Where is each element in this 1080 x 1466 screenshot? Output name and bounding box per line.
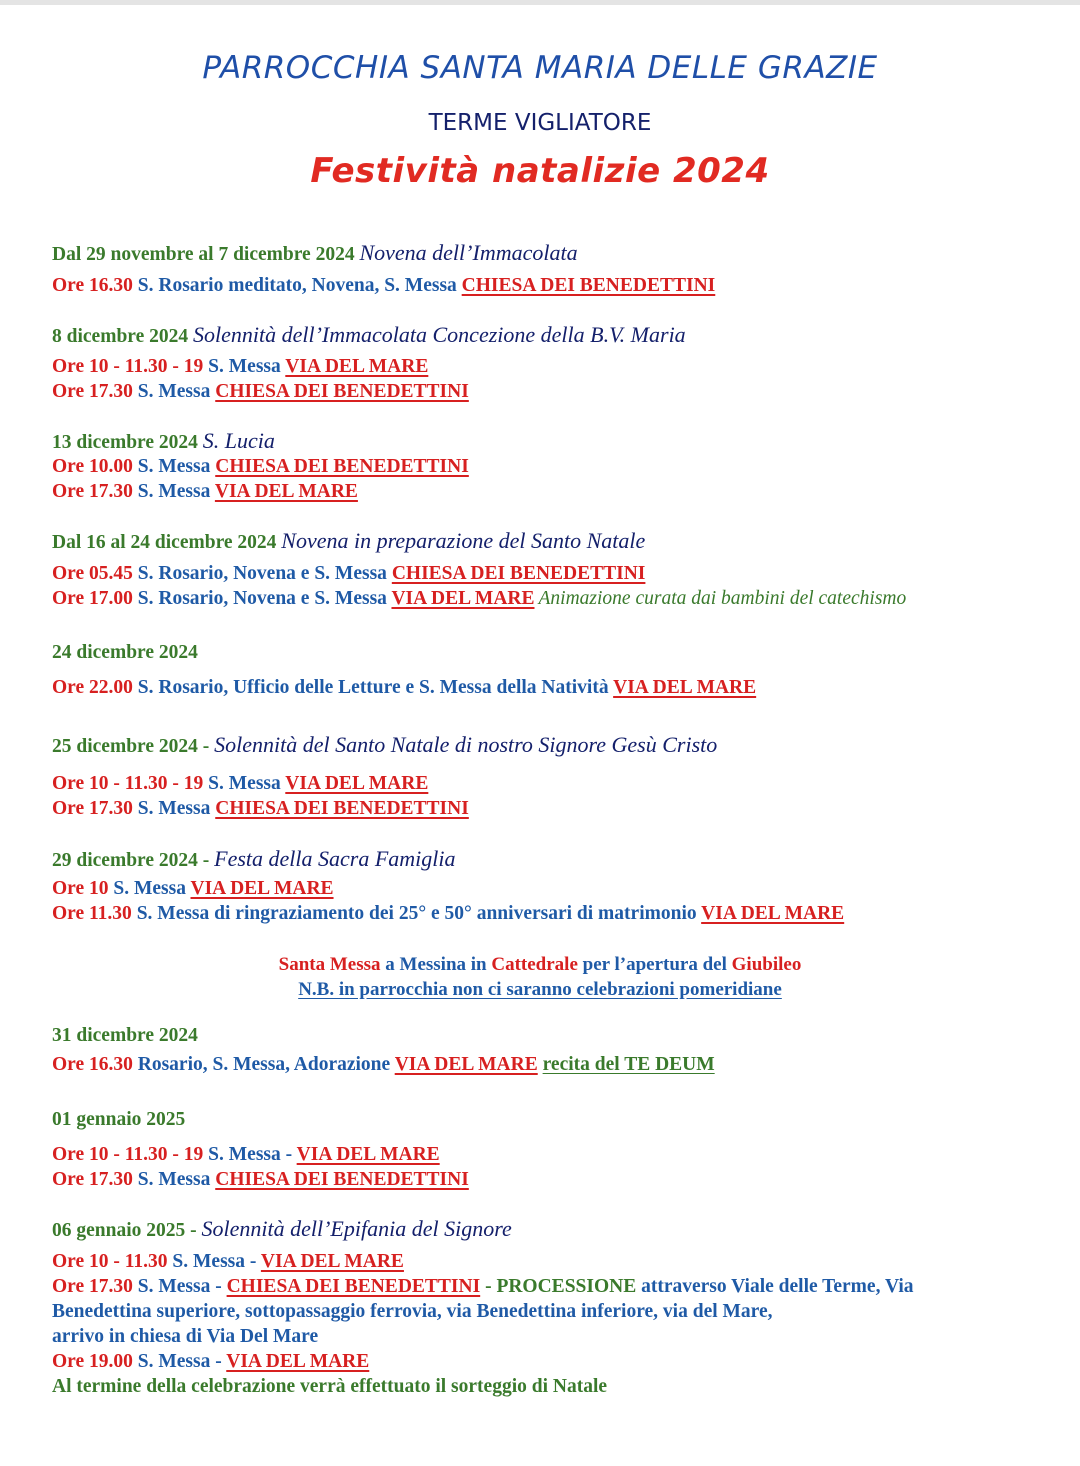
notice-text: a Messina in bbox=[385, 954, 487, 975]
schedule-line bbox=[52, 902, 844, 926]
processione-route: attraverso Viale delle Terme, Via bbox=[641, 1276, 914, 1297]
location-via-del-mare: VIA DEL MARE bbox=[394, 1054, 538, 1075]
event-title: Solennità dell’Immacolata Concezione della B.V. Maria bbox=[193, 322, 686, 347]
time: Ore 19.00 bbox=[52, 1351, 133, 1372]
processione-label: PROCESSIONE bbox=[496, 1276, 637, 1297]
section-date-line bbox=[52, 847, 455, 873]
time: Ore 10.00 bbox=[52, 456, 133, 477]
time: Ore 17.30 bbox=[52, 381, 133, 402]
time: Ore 05.45 bbox=[52, 563, 133, 584]
schedule-line bbox=[52, 1250, 404, 1274]
event-date: 31 dicembre 2024 bbox=[52, 1025, 198, 1046]
schedule-line bbox=[52, 772, 428, 796]
description: S. Messa bbox=[137, 1169, 211, 1190]
notice-nb-line bbox=[0, 978, 1080, 1002]
schedule-line bbox=[52, 797, 469, 821]
description: S. Messa bbox=[137, 798, 211, 819]
location-via-del-mare: VIA DEL MARE bbox=[391, 588, 535, 609]
time: Ore 10 bbox=[52, 878, 109, 899]
processione-line bbox=[52, 1300, 773, 1324]
processione-route: Benedettina superiore, sottopassaggio ferrovia, via Benedettina inferiore, via del Mare, bbox=[52, 1301, 773, 1322]
section-date-line bbox=[52, 241, 578, 267]
schedule-line bbox=[52, 1350, 369, 1374]
location-chiesa: CHIESA DEI BENEDETTINI bbox=[226, 1276, 481, 1297]
notice-santa-messa: Santa Messa bbox=[278, 954, 381, 975]
festivity-title: Festività natalizie 2024 bbox=[310, 151, 770, 191]
processione-line bbox=[52, 1325, 318, 1349]
section-date-line bbox=[52, 1217, 512, 1243]
description: S. Messa - bbox=[137, 1276, 222, 1297]
schedule-line bbox=[52, 380, 469, 404]
schedule-line bbox=[52, 1143, 440, 1167]
description: S. Rosario meditato, Novena, S. Messa bbox=[137, 275, 457, 296]
event-date: 25 dicembre 2024 - bbox=[52, 736, 210, 757]
location-chiesa: CHIESA DEI BENEDETTINI bbox=[215, 1169, 469, 1190]
event-date: 01 gennaio 2025 bbox=[52, 1109, 186, 1130]
schedule-line bbox=[52, 455, 469, 479]
description: S. Messa bbox=[208, 773, 281, 794]
description: S. Messa - bbox=[137, 1351, 222, 1372]
location-chiesa: CHIESA DEI BENEDETTINI bbox=[461, 275, 716, 296]
time: Ore 10 - 11.30 - 19 bbox=[52, 356, 204, 377]
location-via-del-mare: VIA DEL MARE bbox=[214, 481, 358, 502]
notice-giubileo: Giubileo bbox=[731, 954, 802, 975]
schedule-line bbox=[52, 274, 715, 298]
event-title: Solennità del Santo Natale di nostro Signore Gesù Cristo bbox=[214, 732, 718, 757]
top-bar bbox=[0, 0, 1080, 5]
time: Ore 10 - 11.30 bbox=[52, 1251, 168, 1272]
event-date: Dal 29 novembre al 7 dicembre 2024 bbox=[52, 244, 355, 265]
location-via-del-mare: VIA DEL MARE bbox=[226, 1351, 370, 1372]
processione-route: arrivo in chiesa di Via Del Mare bbox=[52, 1326, 319, 1347]
final-note: Al termine della celebrazione verrà effettuato il sorteggio di Natale bbox=[52, 1376, 608, 1397]
description: Rosario, S. Messa, Adorazione bbox=[137, 1054, 391, 1075]
event-date: Dal 16 al 24 dicembre 2024 bbox=[52, 532, 277, 553]
location-via-del-mare: VIA DEL MARE bbox=[701, 903, 845, 924]
time: Ore 17.30 bbox=[52, 481, 133, 502]
section-date-line bbox=[52, 1024, 198, 1048]
schedule-line bbox=[52, 877, 334, 901]
event-title: Solennità dell’Epifania del Signore bbox=[201, 1216, 512, 1241]
time: Ore 10 - 11.30 - 19 bbox=[52, 1144, 204, 1165]
schedule-line bbox=[52, 676, 756, 700]
location-via-del-mare: VIA DEL MARE bbox=[190, 878, 334, 899]
schedule-line bbox=[52, 1053, 715, 1077]
final-note-line bbox=[52, 1375, 607, 1399]
location-via-del-mare: VIA DEL MARE bbox=[260, 1251, 404, 1272]
location-chiesa: CHIESA DEI BENEDETTINI bbox=[215, 798, 469, 819]
section-date-line bbox=[52, 529, 645, 555]
description: S. Messa bbox=[208, 356, 281, 377]
description: S. Rosario, Ufficio delle Letture e S. Messa della Natività bbox=[137, 677, 609, 698]
event-title: Novena in preparazione del Santo Natale bbox=[281, 528, 646, 553]
notice-cattedrale: Cattedrale bbox=[491, 954, 578, 975]
description: S. Messa bbox=[137, 381, 211, 402]
schedule-line bbox=[52, 480, 358, 504]
event-date: 13 dicembre 2024 bbox=[52, 432, 198, 453]
event-title: Festa della Sacra Famiglia bbox=[214, 846, 456, 871]
time: Ore 11.30 bbox=[52, 903, 132, 924]
section-date-line bbox=[52, 429, 275, 455]
section-date-line bbox=[52, 323, 686, 349]
dash: - bbox=[485, 1276, 492, 1297]
section-date-line bbox=[52, 1108, 185, 1132]
event-title: Novena dell’Immacolata bbox=[359, 240, 578, 265]
location-chiesa: CHIESA DEI BENEDETTINI bbox=[391, 563, 646, 584]
description: S. Messa bbox=[137, 481, 211, 502]
town-subtitle: TERME VIGLIATORE bbox=[428, 110, 652, 136]
notice-nb: N.B. in parrocchia non ci saranno celebrazioni pomeridiane bbox=[298, 979, 782, 1000]
schedule-line bbox=[52, 1275, 914, 1299]
schedule-line bbox=[52, 1168, 469, 1192]
time: Ore 17.30 bbox=[52, 798, 133, 819]
schedule-line bbox=[52, 587, 906, 611]
notice-text: per l’apertura del bbox=[582, 954, 727, 975]
event-date: 06 gennaio 2025 - bbox=[52, 1220, 197, 1241]
description: S. Messa di ringraziamento dei 25° e 50° anniversari di matrimonio bbox=[136, 903, 697, 924]
description: S. Rosario, Novena e S. Messa bbox=[137, 588, 387, 609]
time: Ore 10 - 11.30 - 19 bbox=[52, 773, 204, 794]
time: Ore 17.30 bbox=[52, 1276, 133, 1297]
time: Ore 22.00 bbox=[52, 677, 133, 698]
location-via-del-mare: VIA DEL MARE bbox=[296, 1144, 440, 1165]
location-chiesa: CHIESA DEI BENEDETTINI bbox=[215, 381, 469, 402]
parish-title: PARROCCHIA SANTA MARIA DELLE GRAZIE bbox=[202, 50, 878, 86]
location-via-del-mare: VIA DEL MARE bbox=[613, 677, 757, 698]
schedule-line bbox=[52, 355, 428, 379]
section-date-line bbox=[52, 641, 198, 665]
description: S. Messa bbox=[137, 456, 211, 477]
time: Ore 17.00 bbox=[52, 588, 133, 609]
location-chiesa: CHIESA DEI BENEDETTINI bbox=[215, 456, 469, 477]
location-via-del-mare: VIA DEL MARE bbox=[285, 356, 429, 377]
event-date: 8 dicembre 2024 bbox=[52, 326, 189, 347]
time: Ore 17.30 bbox=[52, 1169, 133, 1190]
description: S. Rosario, Novena e S. Messa bbox=[137, 563, 387, 584]
schedule-line bbox=[52, 562, 645, 586]
description: S. Messa bbox=[113, 878, 186, 899]
event-title: S. Lucia bbox=[202, 428, 275, 453]
note-te-deum: recita del TE DEUM bbox=[542, 1054, 715, 1075]
notice-line bbox=[0, 953, 1080, 977]
description: S. Messa - bbox=[172, 1251, 257, 1272]
section-date-line bbox=[52, 733, 717, 759]
description: S. Messa - bbox=[208, 1144, 293, 1165]
event-date: 29 dicembre 2024 - bbox=[52, 850, 210, 871]
event-date: 24 dicembre 2024 bbox=[52, 642, 198, 663]
time: Ore 16.30 bbox=[52, 275, 133, 296]
note: Animazione curata dai bambini del catechismo bbox=[538, 588, 907, 609]
location-via-del-mare: VIA DEL MARE bbox=[285, 773, 429, 794]
time: Ore 16.30 bbox=[52, 1054, 133, 1075]
